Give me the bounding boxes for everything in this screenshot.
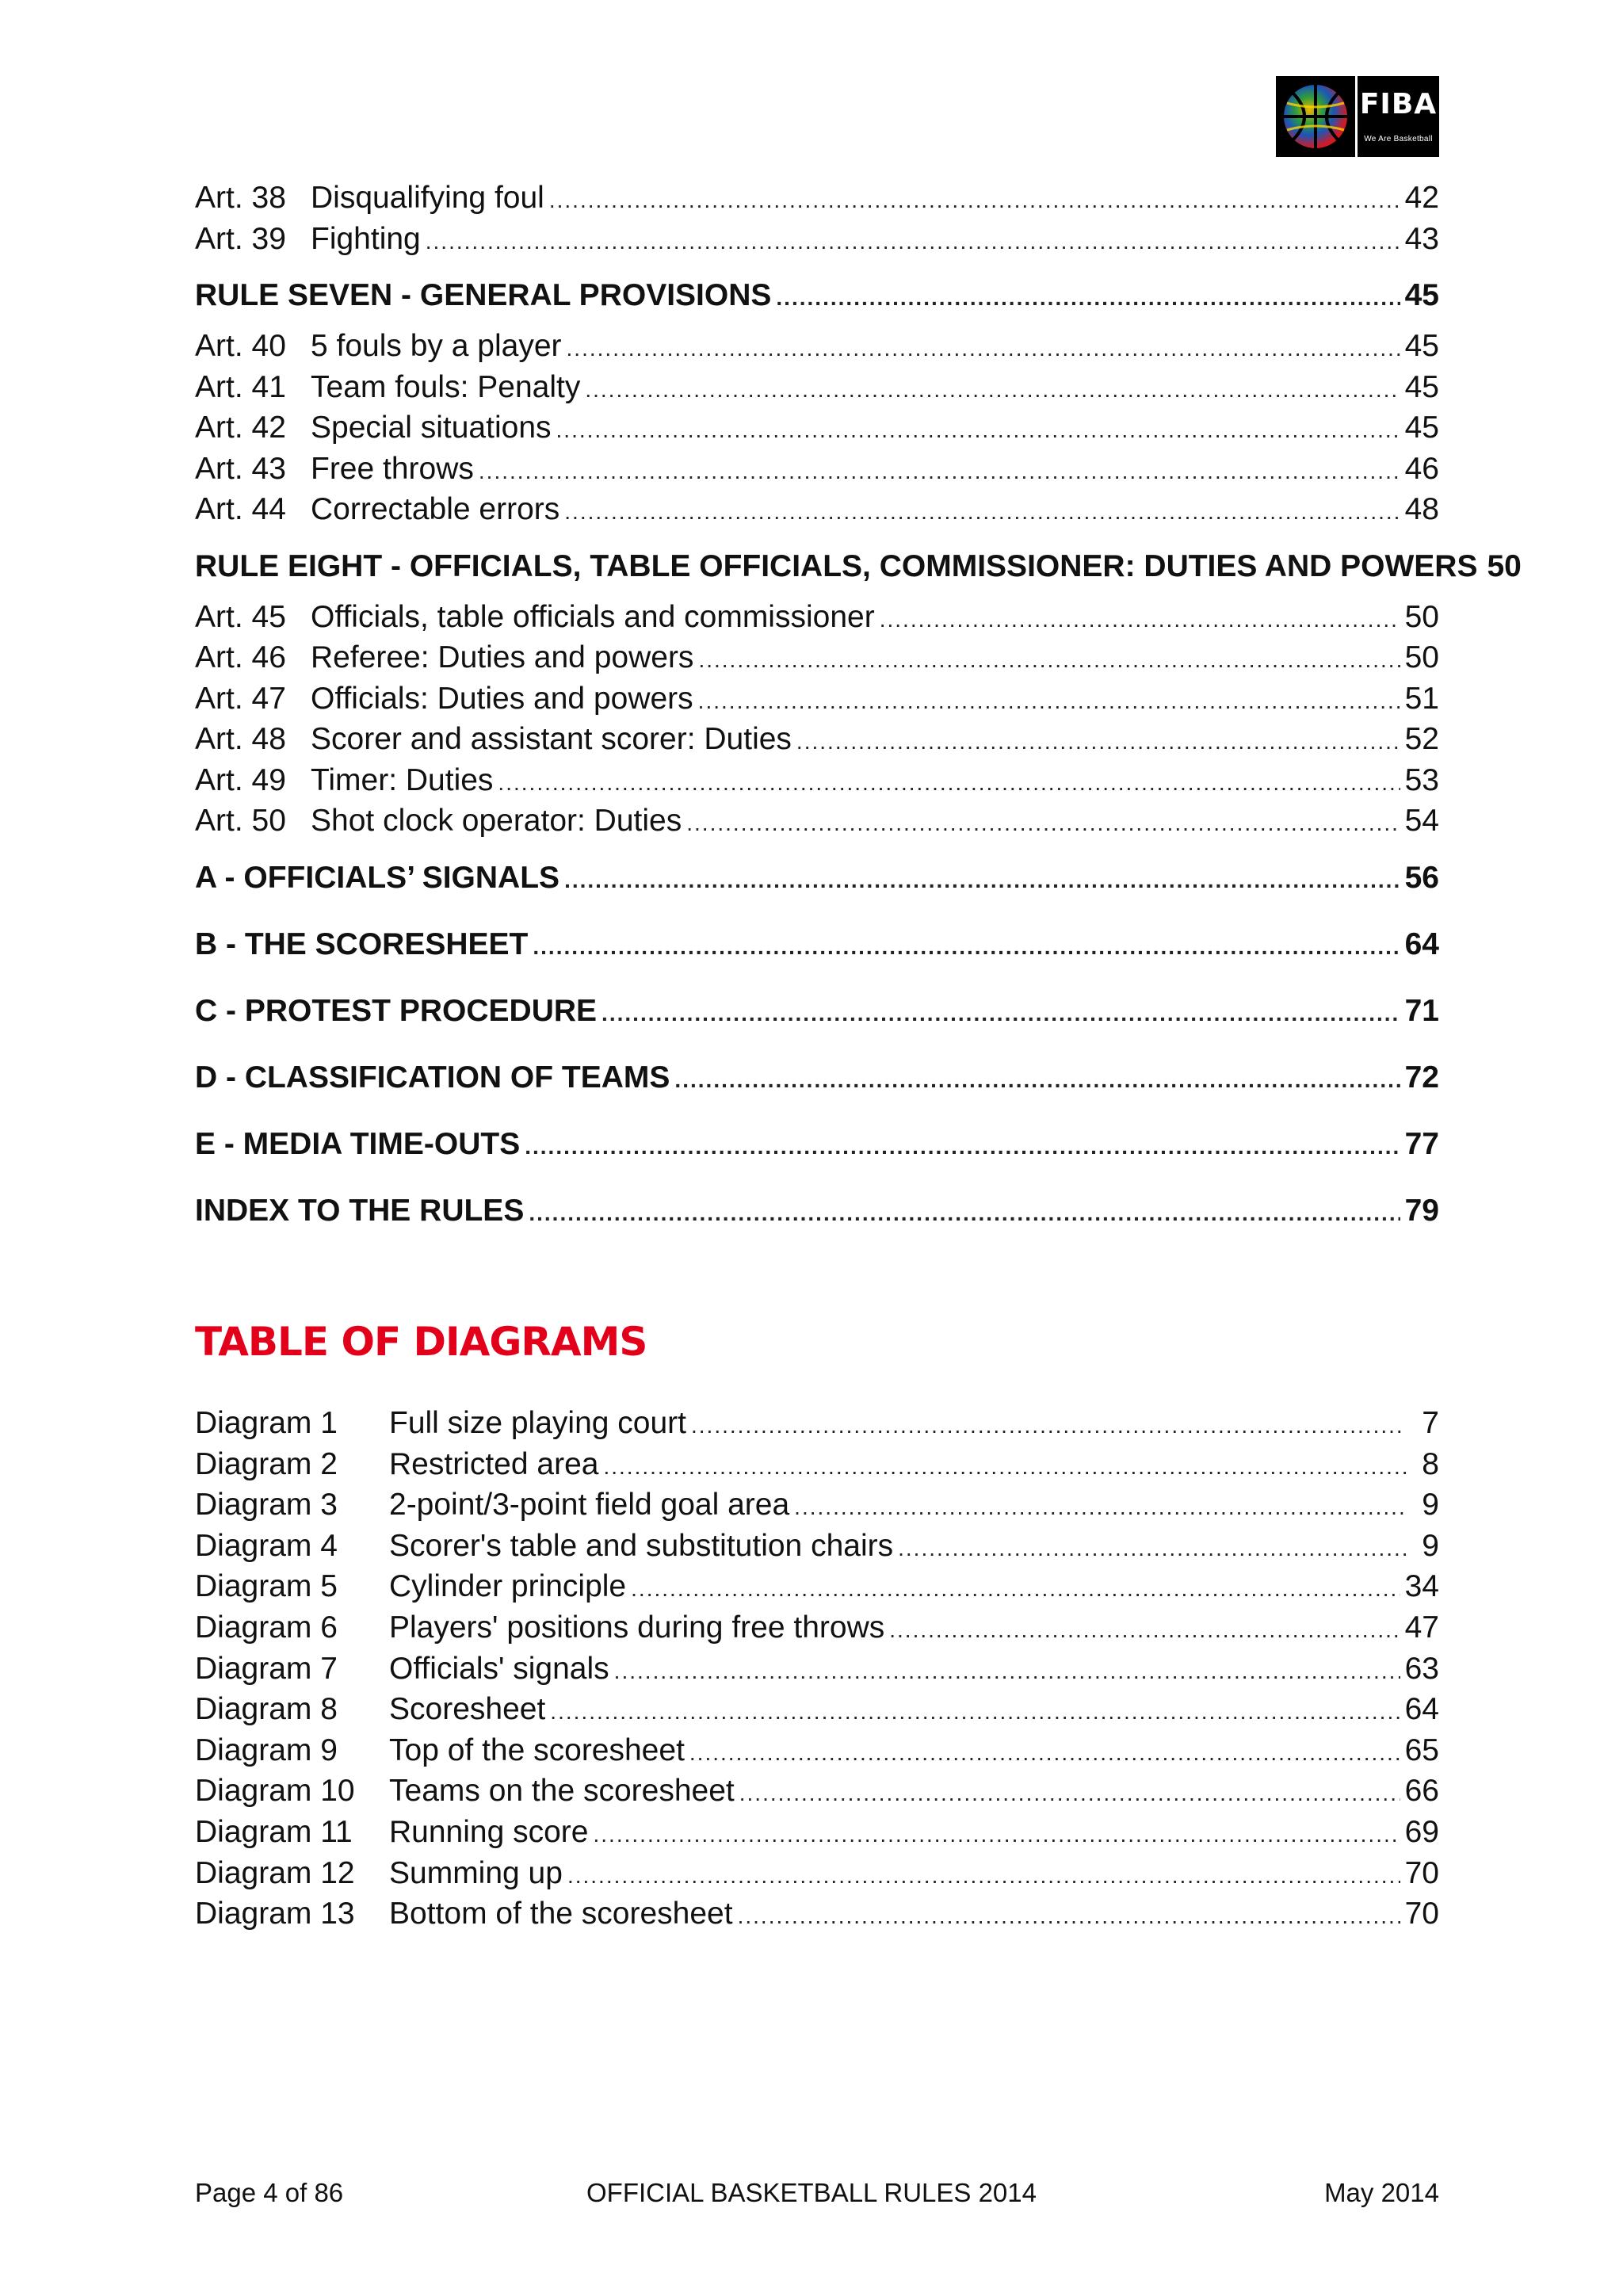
dot-leader (585, 369, 1400, 411)
entry-title: Free throws (311, 451, 474, 486)
dot-leader (686, 803, 1400, 844)
entry-title: Scorer and assistant scorer: Duties (311, 722, 792, 756)
entry-title: Teams on the scoresheet (389, 1774, 735, 1809)
entry-title: Shot clock operator: Duties (311, 804, 682, 838)
toc-entry[interactable] (195, 1566, 1439, 1607)
toc-section-entry[interactable] (195, 275, 1439, 316)
footer-page-number: Page 4 of 86 (195, 2178, 344, 2207)
entry-title: Summing up (389, 1855, 563, 1890)
entry-title: A - OFFICIALS’ SIGNALS (195, 860, 560, 895)
entry-title: INDEX TO THE RULES (195, 1193, 525, 1228)
entry-number: Diagram 8 (195, 1692, 338, 1727)
entry-title: Players' positions during free throws (389, 1610, 885, 1645)
entry-number: Art. 41 (195, 369, 286, 404)
entry-page-number: 63 (1404, 1651, 1439, 1686)
entry-number: Art. 46 (195, 640, 286, 674)
logo-wordmark: FIBA (1359, 87, 1438, 120)
toc-entry[interactable] (195, 800, 1439, 842)
entry-page-number: 9 (1422, 1488, 1439, 1522)
entry-page-number: 69 (1404, 1815, 1439, 1849)
entry-title: RULE SEVEN - GENERAL PROVISIONS (195, 278, 772, 312)
entry-number: Art. 42 (195, 411, 286, 445)
entry-title: 2-point/3-point field goal area (389, 1488, 790, 1522)
entry-page-number: 7 (1422, 1406, 1439, 1440)
dot-leader (498, 762, 1400, 804)
dot-leader (593, 1814, 1400, 1855)
entry-page-number: 51 (1404, 681, 1439, 716)
entry-number: Diagram 5 (195, 1569, 338, 1604)
entry-number: Art. 43 (195, 451, 286, 486)
toc-section-entry[interactable] (195, 1190, 1439, 1232)
toc-entry[interactable] (195, 719, 1439, 760)
entry-title: Full size playing court (389, 1406, 686, 1440)
entry-title: D - CLASSIFICATION OF TEAMS (195, 1060, 670, 1095)
entry-page-number: 45 (1404, 329, 1439, 363)
entry-page-number: 50 (1404, 640, 1439, 674)
toc-entry[interactable] (195, 449, 1439, 490)
entry-page-number: 64 (1404, 926, 1439, 961)
entry-number: Diagram 10 (195, 1774, 355, 1809)
dot-leader (738, 1896, 1400, 1937)
dot-leader (889, 1610, 1400, 1651)
entry-page-number: 46 (1404, 451, 1439, 486)
entry-title: Scorer's table and substitution chairs (389, 1528, 894, 1563)
dot-leader (567, 1855, 1400, 1897)
dot-leader (533, 926, 1400, 968)
entry-page-number: 42 (1404, 181, 1439, 215)
dot-leader (689, 1733, 1400, 1774)
toc-entry[interactable] (195, 1730, 1439, 1771)
toc-entry[interactable] (195, 1853, 1439, 1894)
dot-leader (479, 451, 1400, 492)
entry-title: 5 fouls by a player (311, 329, 562, 363)
toc-section-entry[interactable] (195, 858, 1439, 899)
entry-title: Referee: Duties and powers (311, 640, 694, 674)
dot-leader (898, 1528, 1406, 1569)
dot-leader (556, 410, 1400, 451)
dot-leader (691, 1405, 1406, 1446)
dot-leader (601, 993, 1400, 1034)
entry-page-number: 50 (1404, 599, 1439, 634)
toc-section-entry[interactable] (195, 991, 1439, 1032)
entry-page-number: 65 (1404, 1733, 1439, 1767)
dot-leader (631, 1568, 1400, 1610)
entry-page-number: 52 (1404, 722, 1439, 756)
entry-number: Art. 39 (195, 221, 286, 256)
entry-page-number: 45 (1404, 278, 1439, 312)
toc-entry[interactable] (195, 1771, 1439, 1812)
entry-page-number: 8 (1422, 1446, 1439, 1481)
toc-entry[interactable] (195, 1526, 1439, 1567)
entry-page-number: 43 (1404, 221, 1439, 256)
entry-page-number: 71 (1404, 993, 1439, 1028)
entry-page-number: 70 (1404, 1897, 1439, 1931)
entry-number: Art. 49 (195, 762, 286, 797)
entry-title: Officials, table officials and commissioner (311, 599, 875, 634)
entry-number: Art. 44 (195, 492, 286, 526)
entry-title: Top of the scoresheet (389, 1733, 685, 1767)
toc-entry[interactable] (195, 367, 1439, 408)
logo-tagline: We Are Basketball (1364, 134, 1433, 143)
entry-page-number: 45 (1404, 369, 1439, 404)
entry-number: Diagram 4 (195, 1528, 338, 1563)
entry-title: Scoresheet (389, 1692, 546, 1727)
entry-page-number: 56 (1404, 860, 1439, 895)
dot-leader (614, 1651, 1400, 1692)
dot-leader (794, 1487, 1406, 1528)
toc-section-entry[interactable] (195, 546, 1522, 587)
entry-title: E - MEDIA TIME-OUTS (195, 1126, 521, 1161)
entry-number: Diagram 2 (195, 1446, 338, 1481)
dot-leader (880, 599, 1400, 640)
entry-number: Art. 48 (195, 722, 286, 756)
dot-leader (549, 180, 1400, 221)
toc-section-entry[interactable] (195, 1057, 1439, 1098)
dot-leader (796, 721, 1400, 762)
entry-number: Art. 47 (195, 681, 286, 716)
dot-leader (603, 1446, 1406, 1488)
entry-page-number: 66 (1404, 1774, 1439, 1809)
footer-date: May 2014 (1324, 2178, 1439, 2207)
entry-number: Diagram 6 (195, 1610, 338, 1645)
entry-number: Diagram 13 (195, 1897, 355, 1931)
dot-leader (529, 1193, 1400, 1234)
entry-title: Team fouls: Penalty (311, 369, 581, 404)
entry-page-number: 53 (1404, 762, 1439, 797)
toc-entry[interactable] (195, 178, 1439, 219)
dot-leader (426, 221, 1400, 262)
entry-page-number: 9 (1422, 1528, 1439, 1563)
dot-leader (564, 491, 1400, 533)
fiba-logo (1276, 76, 1439, 157)
entry-title: RULE EIGHT - OFFICIALS, TABLE OFFICIALS, COMMISSIONER: DUTIES AND POWERS (195, 548, 1478, 583)
entry-page-number: 54 (1404, 804, 1439, 838)
entry-number: Art. 38 (195, 181, 286, 215)
toc-entry[interactable] (195, 1444, 1439, 1485)
toc-entry[interactable] (195, 1812, 1439, 1853)
dot-leader (698, 640, 1400, 681)
entry-title: Restricted area (389, 1446, 599, 1481)
entry-number: Diagram 12 (195, 1855, 355, 1890)
footer-document-title: OFFICIAL BASKETBALL RULES 2014 (586, 2178, 1037, 2207)
entry-page-number: 45 (1404, 411, 1439, 445)
dot-leader (674, 1060, 1400, 1101)
toc-entry[interactable] (195, 597, 1439, 638)
dot-leader (776, 277, 1400, 319)
entry-number: Diagram 7 (195, 1651, 338, 1686)
dot-leader (564, 860, 1400, 901)
entry-title: Special situations (311, 411, 552, 445)
diagrams-heading: TABLE OF DIAGRAMS (195, 1319, 647, 1365)
dot-leader (698, 681, 1400, 722)
entry-title: Officials' signals (389, 1651, 609, 1686)
entry-title: Timer: Duties (311, 762, 494, 797)
entry-title: Correctable errors (311, 492, 560, 526)
entry-page-number: 70 (1404, 1855, 1439, 1890)
entry-page-number: 50 (1487, 548, 1522, 583)
toc-section-entry[interactable] (195, 924, 1439, 965)
entry-number: Art. 40 (195, 329, 286, 363)
toc-entry[interactable] (195, 407, 1439, 449)
toc-entry[interactable] (195, 1484, 1439, 1526)
entry-number: Diagram 11 (195, 1815, 353, 1849)
toc-entry[interactable] (195, 1689, 1439, 1730)
entry-title: Running score (389, 1815, 589, 1849)
entry-number: Diagram 3 (195, 1488, 338, 1522)
toc-entry[interactable] (195, 678, 1439, 720)
entry-page-number: 34 (1404, 1569, 1439, 1604)
entry-title: C - PROTEST PROCEDURE (195, 993, 598, 1028)
entry-number: Diagram 1 (195, 1406, 338, 1440)
toc-section-entry[interactable] (195, 1124, 1439, 1165)
entry-number: Art. 45 (195, 599, 286, 634)
basketball-globe-icon (1276, 76, 1355, 157)
toc-entry[interactable] (195, 326, 1439, 367)
entry-title: Officials: Duties and powers (311, 681, 693, 716)
entry-title: Fighting (311, 221, 421, 256)
toc-entry[interactable] (195, 1893, 1439, 1935)
entry-page-number: 48 (1404, 492, 1439, 526)
toc-entry[interactable] (195, 637, 1439, 678)
toc-entry[interactable] (195, 489, 1439, 530)
dot-leader (550, 1691, 1400, 1733)
entry-page-number: 79 (1404, 1193, 1439, 1228)
toc-entry[interactable] (195, 760, 1439, 801)
entry-title: Bottom of the scoresheet (389, 1897, 733, 1931)
dot-leader (525, 1126, 1400, 1167)
dot-leader (739, 1773, 1400, 1814)
toc-entry[interactable] (195, 1607, 1439, 1648)
entry-title: Cylinder principle (389, 1569, 627, 1604)
entry-page-number: 64 (1404, 1692, 1439, 1727)
entry-page-number: 72 (1404, 1060, 1439, 1095)
toc-entry[interactable] (195, 1403, 1439, 1444)
toc-entry[interactable] (195, 1648, 1439, 1690)
entry-page-number: 47 (1404, 1610, 1439, 1645)
toc-entry[interactable] (195, 219, 1439, 260)
entry-number: Art. 50 (195, 804, 286, 838)
entry-title: B - THE SCORESHEET (195, 926, 529, 961)
entry-page-number: 77 (1404, 1126, 1439, 1161)
entry-title: Disqualifying foul (311, 181, 544, 215)
dot-leader (567, 328, 1400, 369)
entry-number: Diagram 9 (195, 1733, 338, 1767)
